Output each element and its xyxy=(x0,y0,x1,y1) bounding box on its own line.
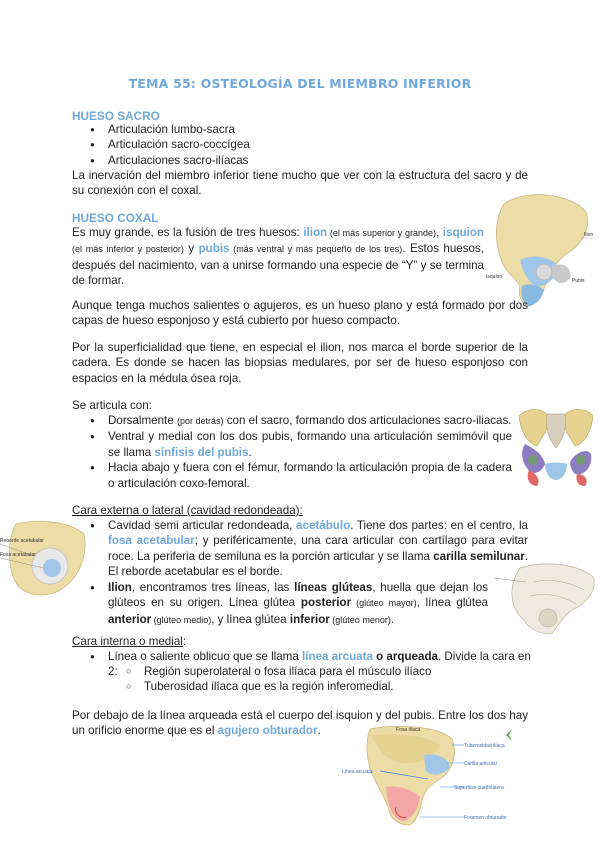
fig-label: Fosa acetabular xyxy=(0,552,36,558)
list-item: ● Ventral y medial con los dos pubis, formando una articulación semimóvil que se llama sínfisis del pubis. xyxy=(88,429,512,460)
fig-label: Foramen obturador xyxy=(464,815,507,821)
externa-heading: Cara externa o lateral (cavidad redondeada): xyxy=(72,504,303,517)
final-paragraph: Por debajo de la línea arqueada está el cuerpo del isquion y del pubis. Entre los dos hay un orificio enorme que es el agujero obturador. xyxy=(72,709,528,738)
section-heading-coxal: HUESO COXAL xyxy=(72,211,159,225)
externa-list xyxy=(88,518,528,580)
fig-label: Reborde acetabular xyxy=(0,538,44,544)
list-item: ● Articulación lumbo-sacra xyxy=(88,122,532,137)
fig-label: Superficie cuadrilátera xyxy=(454,785,504,791)
list-item: ● Línea o saliente oblicuo que se llama línea arcuata o arqueada. Divide la cara en 2: xyxy=(88,649,538,680)
fig-label: Ilion xyxy=(584,232,594,238)
sacro-list xyxy=(72,122,532,168)
list-item: ○ Región superolateral o fosa ilíaca para el músculo ilíaco xyxy=(124,664,524,679)
externa-list-2 xyxy=(88,580,488,628)
ilium-gluteal-figure xyxy=(494,560,598,636)
acetabulum-figure xyxy=(0,518,88,600)
page-title: TEMA 55: OSTEOLOGÍA DEL MIEMBRO INFERIOR xyxy=(128,76,472,91)
section-heading-sacro: HUESO SACRO xyxy=(72,109,160,123)
list-item: ● Articulaciones sacro-ilíacas xyxy=(88,153,532,168)
fig-label: Carilla articular xyxy=(464,761,498,767)
coxal-paragraph-1: Es muy grande, es la fusión de tres huesos: ilion (el más superior y grande), isquion (el más inferior y posterior) y pubis (más ventral y más pequeño de los tres). Estos huesos, después del nacimiento, van a unirse formando una especie de “Y” y se termina de formar. xyxy=(72,226,485,288)
list-item: ● Articulación sacro-coccígea xyxy=(88,137,532,152)
list-item: ○ Tuberosidad ilíaca que es la región inferomedial. xyxy=(124,679,524,694)
fig-label: Isquion xyxy=(486,274,503,280)
articulation-list xyxy=(88,413,512,491)
list-item: ● Hacia abajo y fuera con el fémur, formando la articulación propia de la cadera o articulación coxo-femoral. xyxy=(88,460,512,491)
fig-label: Fosa ilíaca xyxy=(396,727,421,733)
coxal-paragraph-2: Aunque tenga muchos salientes o agujeros, es un hueso plano y está formado por dos capas de hueso esponjoso y está cubierto por hueso compacto. xyxy=(72,299,528,328)
fig-label: Pubis xyxy=(572,278,585,284)
chevron-left-icon xyxy=(506,729,512,741)
list-item: ● Ilion, encontramos tres líneas, las líneas glúteas, huella que dejan los glúteos en su origen. Línea glútea posterior (glúteo mayor), línea glútea anterior (glúteo medio), y línea glútea inferior (glúteo menor). xyxy=(88,580,488,628)
sacro-paragraph: La inervación del miembro inferior tiene mucho que ver con la estructura del sacro y de su conexión con el coxal. xyxy=(72,169,528,198)
pelvis-figure xyxy=(515,404,597,488)
articulation-intro: Se articula con: xyxy=(72,399,152,412)
list-item: ● Dorsalmente (por detrás) con el sacro, formando dos articulaciones sacro-iliacas. xyxy=(88,413,512,429)
interna-sublist xyxy=(124,664,524,695)
fig-label: Tuberosidad ilíaca xyxy=(464,743,505,749)
medial-coxal-figure xyxy=(340,725,520,826)
interna-heading: Cara interna o medial: xyxy=(72,635,187,648)
list-item: ● Cavidad semi articular redondeada, acetábulo. Tiene dos partes: en el centro, la fosa acetabular; y periféricamente, una cara articular con cartílago para evitar roce. La periferia de semiluna es la porción articular y se llama carilla semilunar. El reborde acetabular es el borde. xyxy=(88,518,528,580)
coxal-paragraph-3: Por la superficialidad que tiene, en especial el ilion, nos marca el borde superior de la cadera. Es donde se hacen las biopsias medulares, por ser de hueso esponjoso con espacios en la médula ósea roja. xyxy=(72,341,528,385)
fig-label: Línea arcuata xyxy=(342,769,373,775)
coxal-bone-figure xyxy=(486,190,598,308)
